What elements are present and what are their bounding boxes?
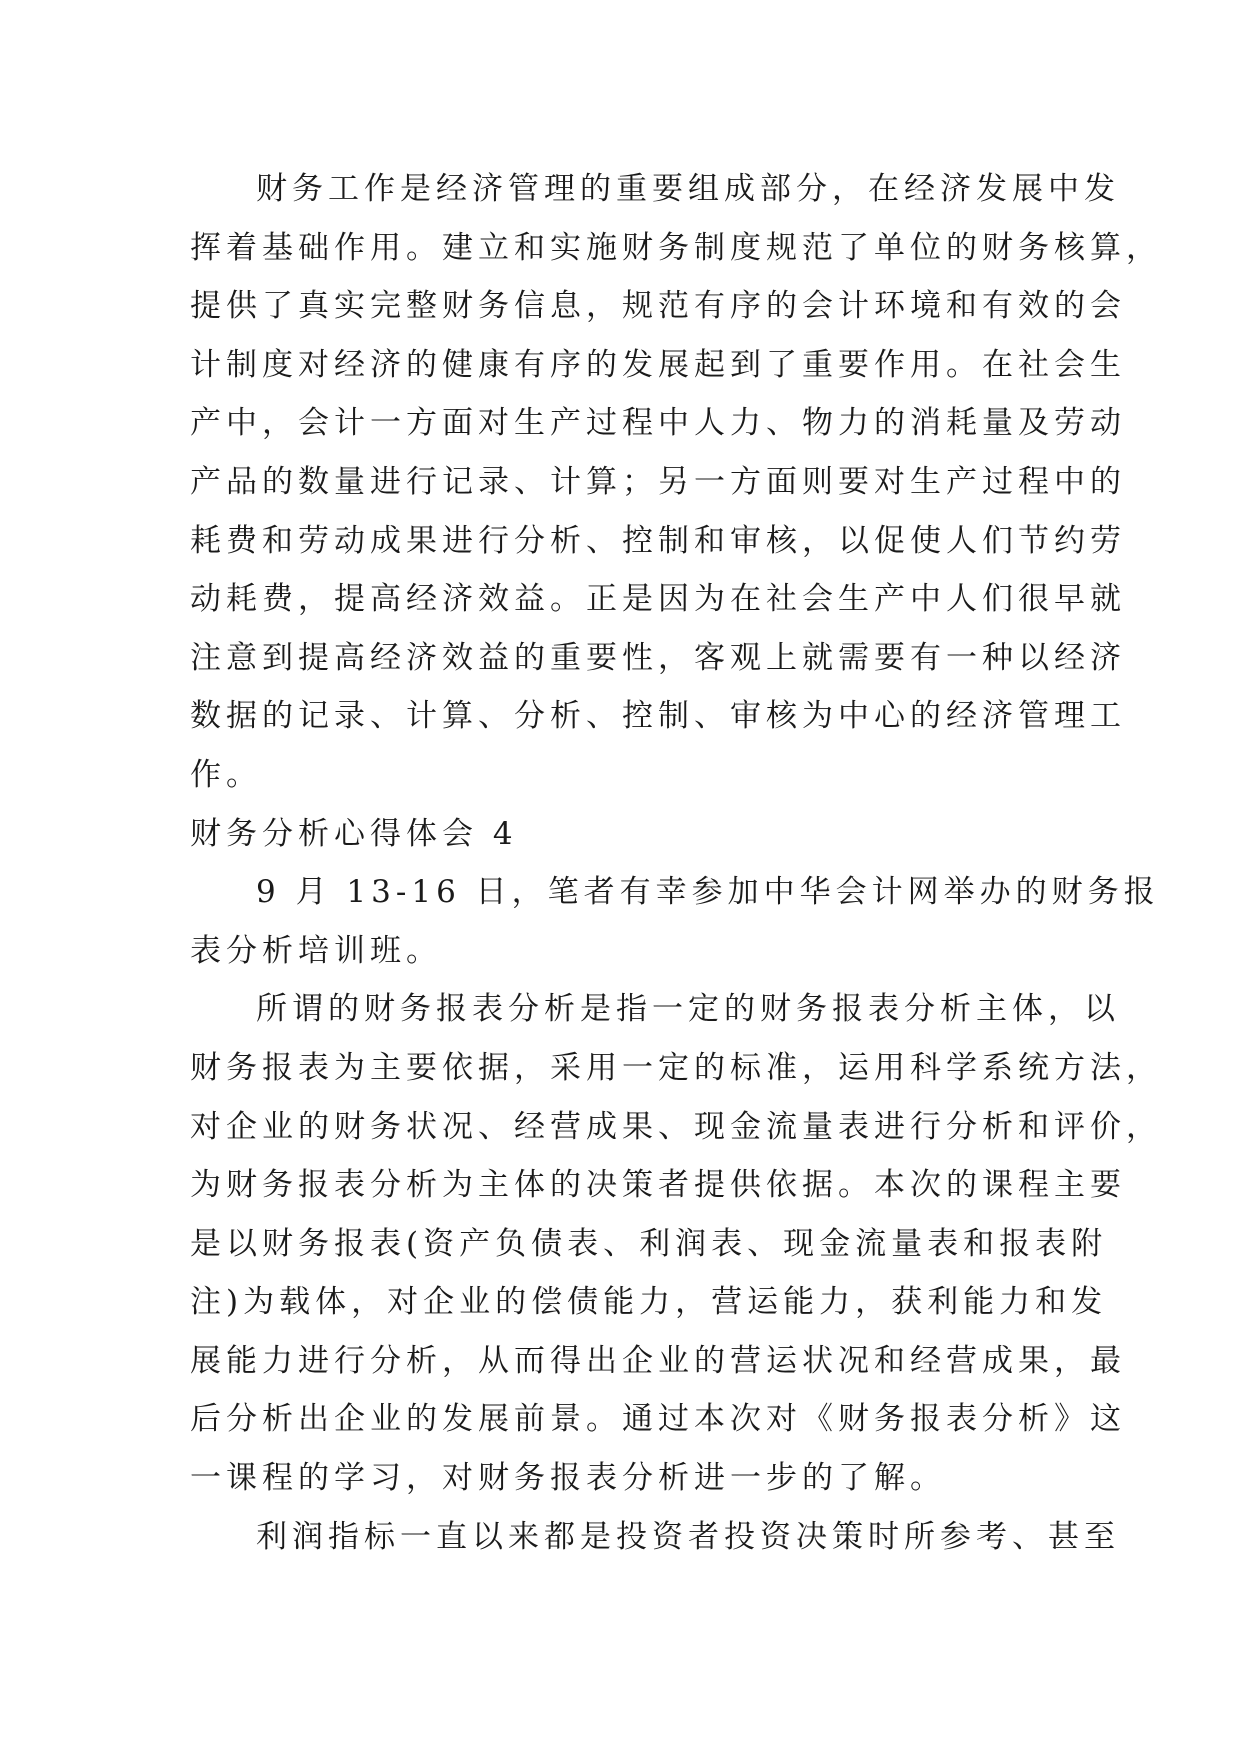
text-line: 所谓的财务报表分析是指一定的财务报表分析主体，以 <box>256 991 1120 1028</box>
text-line: 计制度对经济的健康有序的发展起到了重要作用。在社会生 <box>190 346 1126 383</box>
text-line: 作。 <box>190 756 262 793</box>
text-line: 是以财务报表(资产负债表、利润表、现金流量表和报表附 <box>190 1225 1108 1262</box>
text-line: 提供了真实完整财务信息，规范有序的会计环境和有效的会 <box>190 288 1126 325</box>
document-body <box>190 160 1162 1566</box>
paragraph-training-intro <box>190 863 1160 980</box>
text-line: 利润指标一直以来都是投资者投资决策时所参考、甚至 <box>256 1518 1120 1555</box>
paragraph-finance-role <box>190 160 1162 805</box>
text-line: 注)为载体，对企业的偿债能力，营运能力，获利能力和发 <box>190 1284 1108 1321</box>
text-line: 挥着基础作用。建立和实施财务制度规范了单位的财务核算， <box>190 229 1162 266</box>
paragraph-profit-indicator <box>190 1508 1120 1567</box>
paragraph-report-analysis <box>190 980 1162 1507</box>
text-line: 9 月 13-16 日，笔者有幸参加中华会计网举办的财务报 <box>256 874 1160 911</box>
text-line: 数据的记录、计算、分析、控制、审核为中心的经济管理工 <box>190 698 1126 735</box>
text-line: 一课程的学习，对财务报表分析进一步的了解。 <box>190 1460 946 1497</box>
text-line: 财务分析心得体会 4 <box>190 815 518 852</box>
text-line: 财务报表为主要依据，采用一定的标准，运用科学系统方法， <box>190 1049 1162 1086</box>
text-line: 动耗费，提高经济效益。正是因为在社会生产中人们很早就 <box>190 581 1126 618</box>
text-line: 表分析培训班。 <box>190 932 442 969</box>
text-line: 后分析出企业的发展前景。通过本次对《财务报表分析》这 <box>190 1401 1126 1438</box>
text-line: 对企业的财务状况、经营成果、现金流量表进行分析和评价， <box>190 1108 1162 1145</box>
text-line: 耗费和劳动成果进行分析、控制和审核，以促使人们节约劳 <box>190 522 1126 559</box>
text-line: 注意到提高经济效益的重要性，客观上就需要有一种以经济 <box>190 639 1126 676</box>
text-line: 展能力进行分析，从而得出企业的营运状况和经营成果，最 <box>190 1342 1126 1379</box>
text-line: 为财务报表分析为主体的决策者提供依据。本次的课程主要 <box>190 1167 1126 1204</box>
text-line: 产品的数量进行记录、计算；另一方面则要对生产过程中的 <box>190 463 1126 500</box>
section-heading-4 <box>190 805 1110 864</box>
text-line: 产中，会计一方面对生产过程中人力、物力的消耗量及劳动 <box>190 405 1126 442</box>
text-line: 财务工作是经济管理的重要组成部分，在经济发展中发 <box>256 171 1120 207</box>
